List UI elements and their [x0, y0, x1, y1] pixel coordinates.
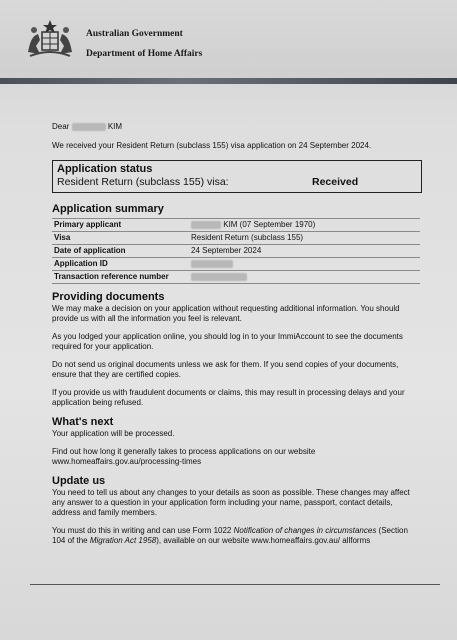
salutation: [52, 122, 422, 132]
redacted-trn: [191, 273, 247, 281]
summary-title: Application summary: [52, 203, 164, 215]
application-summary-table: [52, 218, 420, 284]
salutation-surname: KIM: [107, 122, 123, 131]
application-status-box: [52, 160, 422, 193]
providing-p1: We may make a decision on your application without requesting additional information. You should provide us with all the information you feel is relevant.: [52, 304, 400, 323]
summary-key: Transaction reference number: [52, 271, 189, 284]
letterhead: [0, 0, 457, 82]
whats-next-p1: Your application will be processed.: [52, 429, 175, 438]
header-divider: [0, 78, 457, 84]
letter-body: [52, 122, 422, 554]
coat-of-arms-icon: [22, 18, 78, 62]
salutation-prefix: Dear: [52, 122, 70, 131]
status-value: Received: [312, 176, 359, 188]
table-row: [52, 219, 420, 232]
providing-p3: Do not send us original documents unless we ask for them. If you send copies of your documents, ensure that they are certified copies.: [52, 360, 399, 379]
update-p2-text: You must do this in writing and can use Form 1022: [52, 526, 234, 535]
table-row: [52, 258, 420, 271]
department-name: Department of Home Affairs: [86, 49, 203, 59]
footer-divider: [30, 584, 440, 585]
table-row: [52, 271, 420, 284]
providing-title: Providing documents: [52, 291, 165, 303]
summary-key: Application ID: [52, 258, 189, 271]
status-row: [57, 176, 417, 189]
act-title: Migration Act 1958: [89, 536, 157, 545]
table-row: [52, 232, 420, 245]
update-p1: You need to tell us about any changes to your details as soon as possible. These changes may affect any answer to a question in your application form including your name, passport, contact details, address and family members.: [52, 488, 410, 517]
whats-next-title: What's next: [52, 416, 114, 428]
intro-text: We received your Resident Return (subclass 155) visa application on 24 September 2024.: [52, 141, 372, 150]
table-row: [52, 245, 420, 258]
summary-value: [189, 271, 420, 284]
update-p2-text: (Section 104 of the: [52, 526, 408, 545]
status-label: Resident Return (subclass 155) visa:: [57, 176, 229, 188]
update-us-section: [52, 475, 422, 546]
government-name: Australian Government: [86, 29, 183, 39]
status-title: Application status: [57, 163, 153, 175]
summary-value: Resident Return (subclass 155): [189, 232, 420, 245]
update-p2: [52, 526, 422, 546]
update-title: Update us: [52, 475, 106, 487]
summary-value: [189, 219, 420, 232]
form-title: Notification of changes in circumstances: [233, 526, 377, 535]
update-p2-text: ), available on our website www.homeaffairs.gov.au/ allforms: [156, 536, 371, 545]
applicant-name: KIM (07 September 1970): [223, 220, 316, 229]
providing-p2: As you lodged your application online, you should log in to your ImmiAccount to see the documents required for your application.: [52, 332, 403, 351]
summary-value: 24 September 2024: [189, 245, 420, 258]
summary-key: Date of application: [52, 245, 189, 258]
providing-p4: If you provide us with fraudulent documents or claims, this may result in processing delays and your application being refused.: [52, 388, 405, 407]
providing-documents-section: [52, 291, 422, 408]
summary-key: Primary applicant: [52, 219, 189, 232]
redacted-given-name: [191, 221, 221, 229]
summary-key: Visa: [52, 232, 189, 245]
whats-next-section: [52, 416, 422, 467]
summary-value: [189, 258, 420, 271]
whats-next-p2: Find out how long it generally takes to process applications on our website www.homeaffairs.gov.au/processing-times: [52, 447, 316, 466]
redacted-application-id: [191, 260, 233, 268]
redacted-given-name: [72, 123, 106, 131]
